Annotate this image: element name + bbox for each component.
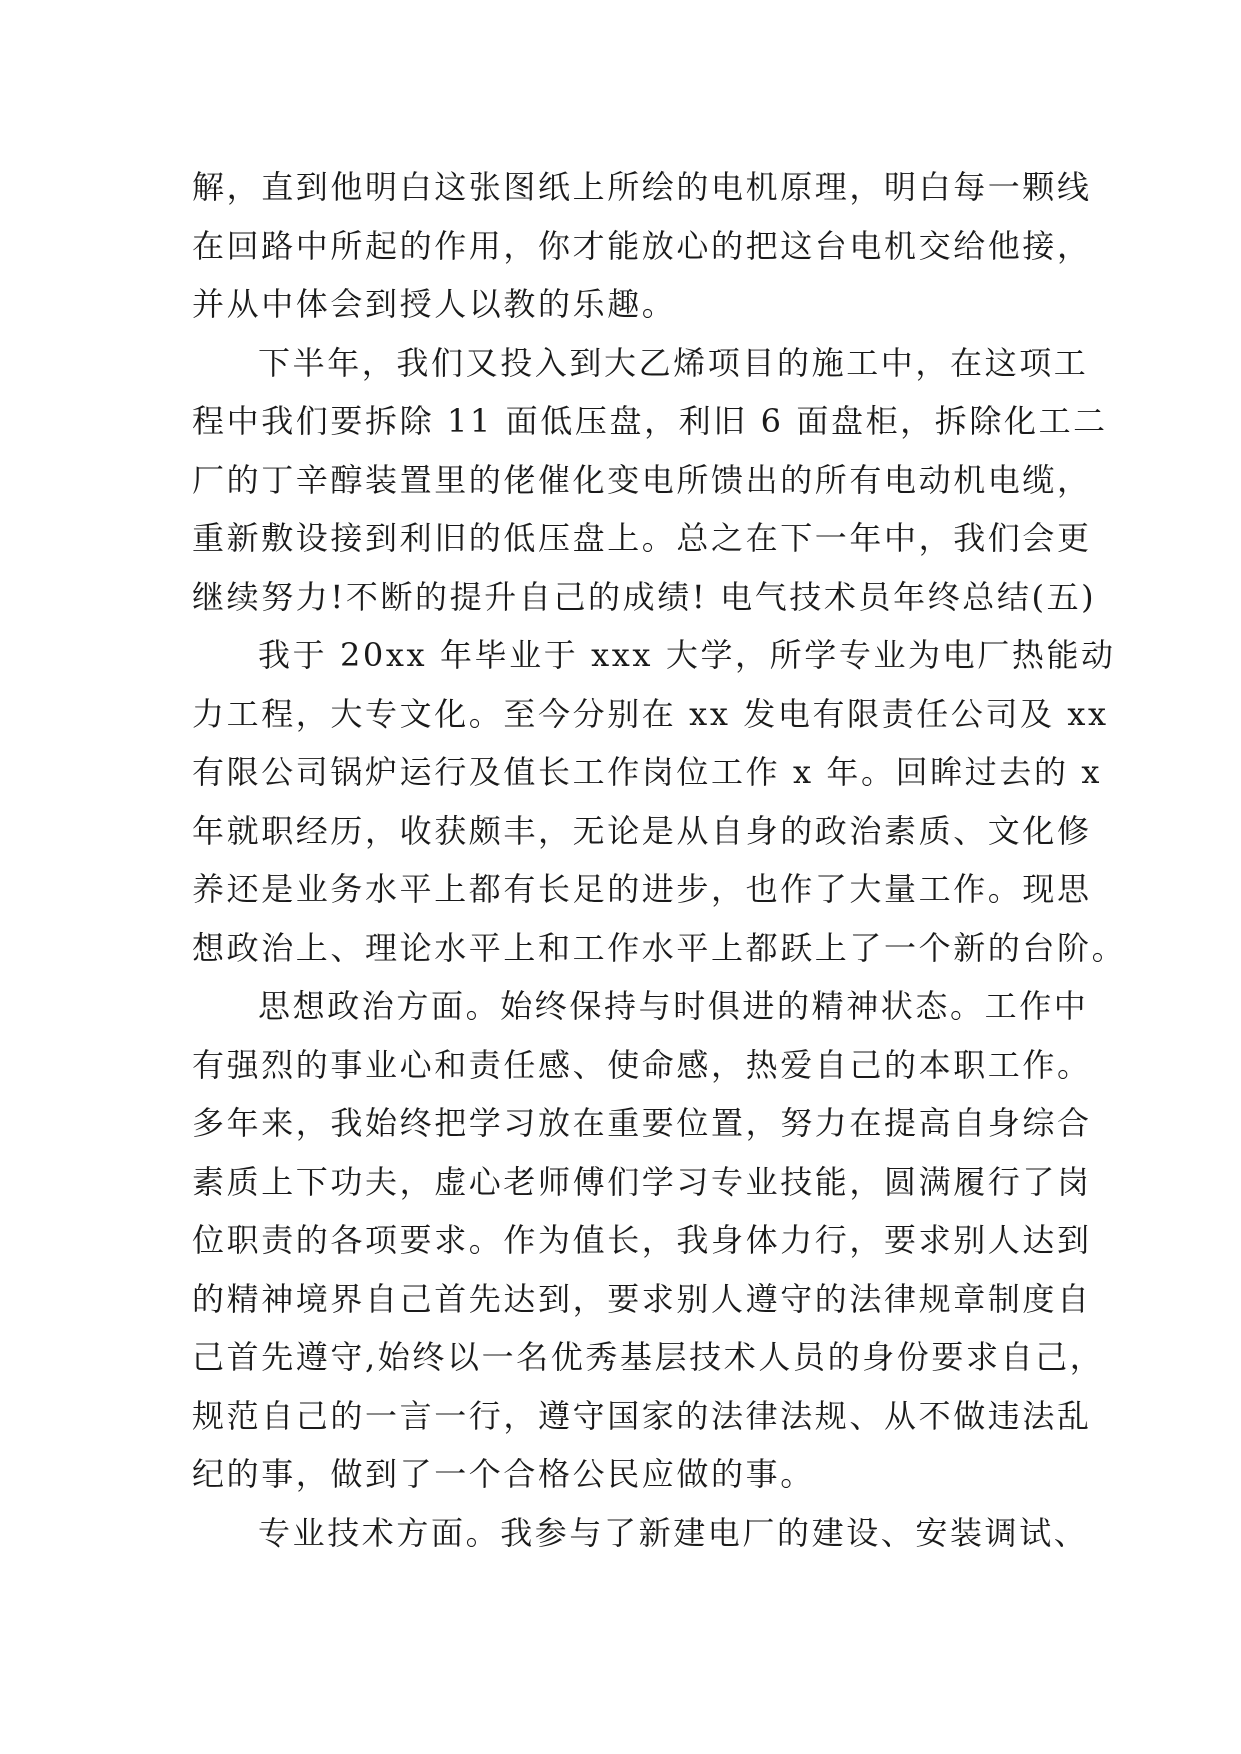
text-line: 我于 20xx 年毕业于 xxx 大学，所学专业为电厂热能动 <box>258 636 1116 674</box>
text-line: 解，直到他明白这张图纸上所绘的电机原理，明白每一颗线 <box>192 168 1092 206</box>
text-line: 在回路中所起的作用，你才能放心的把这台电机交给他接， <box>192 226 1092 265</box>
text-line: 专业技术方面。我参与了新建电厂的建设、安装调试、 <box>258 1513 1089 1552</box>
text-line: 的精神境界自己首先达到，要求别人遵守的法律规章制度自 <box>192 1279 1092 1318</box>
text-line: 纪的事，做到了一个合格公民应做的事。 <box>192 1455 815 1493</box>
text-line: 位职责的各项要求。作为值长，我身体力行，要求别人达到 <box>192 1221 1092 1259</box>
text-line: 下半年，我们又投入到大乙烯项目的施工中，在这项工 <box>258 343 1089 382</box>
text-line: 程中我们要拆除 11 面低压盘，利旧 6 面盘柜，拆除化工二 <box>192 402 1108 440</box>
text-line: 继续努力!不断的提升自己的成绩! 电气技术员年终总结(五) <box>192 577 1097 616</box>
document-body <box>192 158 1127 1562</box>
text-line: 己首先遵守,始终以一名优秀基层技术人员的身份要求自己， <box>192 1338 1105 1376</box>
text-line: 厂的丁辛醇装置里的佬催化变电所馈出的所有电动机电缆， <box>192 460 1092 499</box>
text-line: 重新敷设接到利旧的低压盘上。总之在下一年中，我们会更 <box>192 519 1092 557</box>
text-line: 年就职经历，收获颇丰，无论是从自身的政治素质、文化修 <box>192 811 1092 850</box>
text-line: 素质上下功夫，虚心老师傅们学习专业技能，圆满履行了岗 <box>192 1162 1092 1201</box>
text-line: 规范自己的一言一行，遵守国家的法律法规、从不做违法乱 <box>192 1396 1092 1435</box>
text-line: 养还是业务水平上都有长足的进步，也作了大量工作。现思 <box>192 870 1092 908</box>
text-line: 有强烈的事业心和责任感、使命感，热爱自己的本职工作。 <box>192 1045 1092 1084</box>
text-line: 并从中体会到授人以教的乐趣。 <box>192 285 677 323</box>
text-line: 有限公司锅炉运行及值长工作岗位工作 x 年。回眸过去的 x <box>192 753 1103 791</box>
text-line: 想政治上、理论水平上和工作水平上都跃上了一个新的台阶。 <box>192 928 1127 967</box>
text-line: 思想政治方面。始终保持与时俱进的精神状态。工作中 <box>258 987 1089 1025</box>
text-line: 多年来，我始终把学习放在重要位置，努力在提高自身综合 <box>192 1104 1092 1142</box>
text-line: 力工程，大专文化。至今分别在 xx 发电有限责任公司及 xx <box>192 694 1109 733</box>
